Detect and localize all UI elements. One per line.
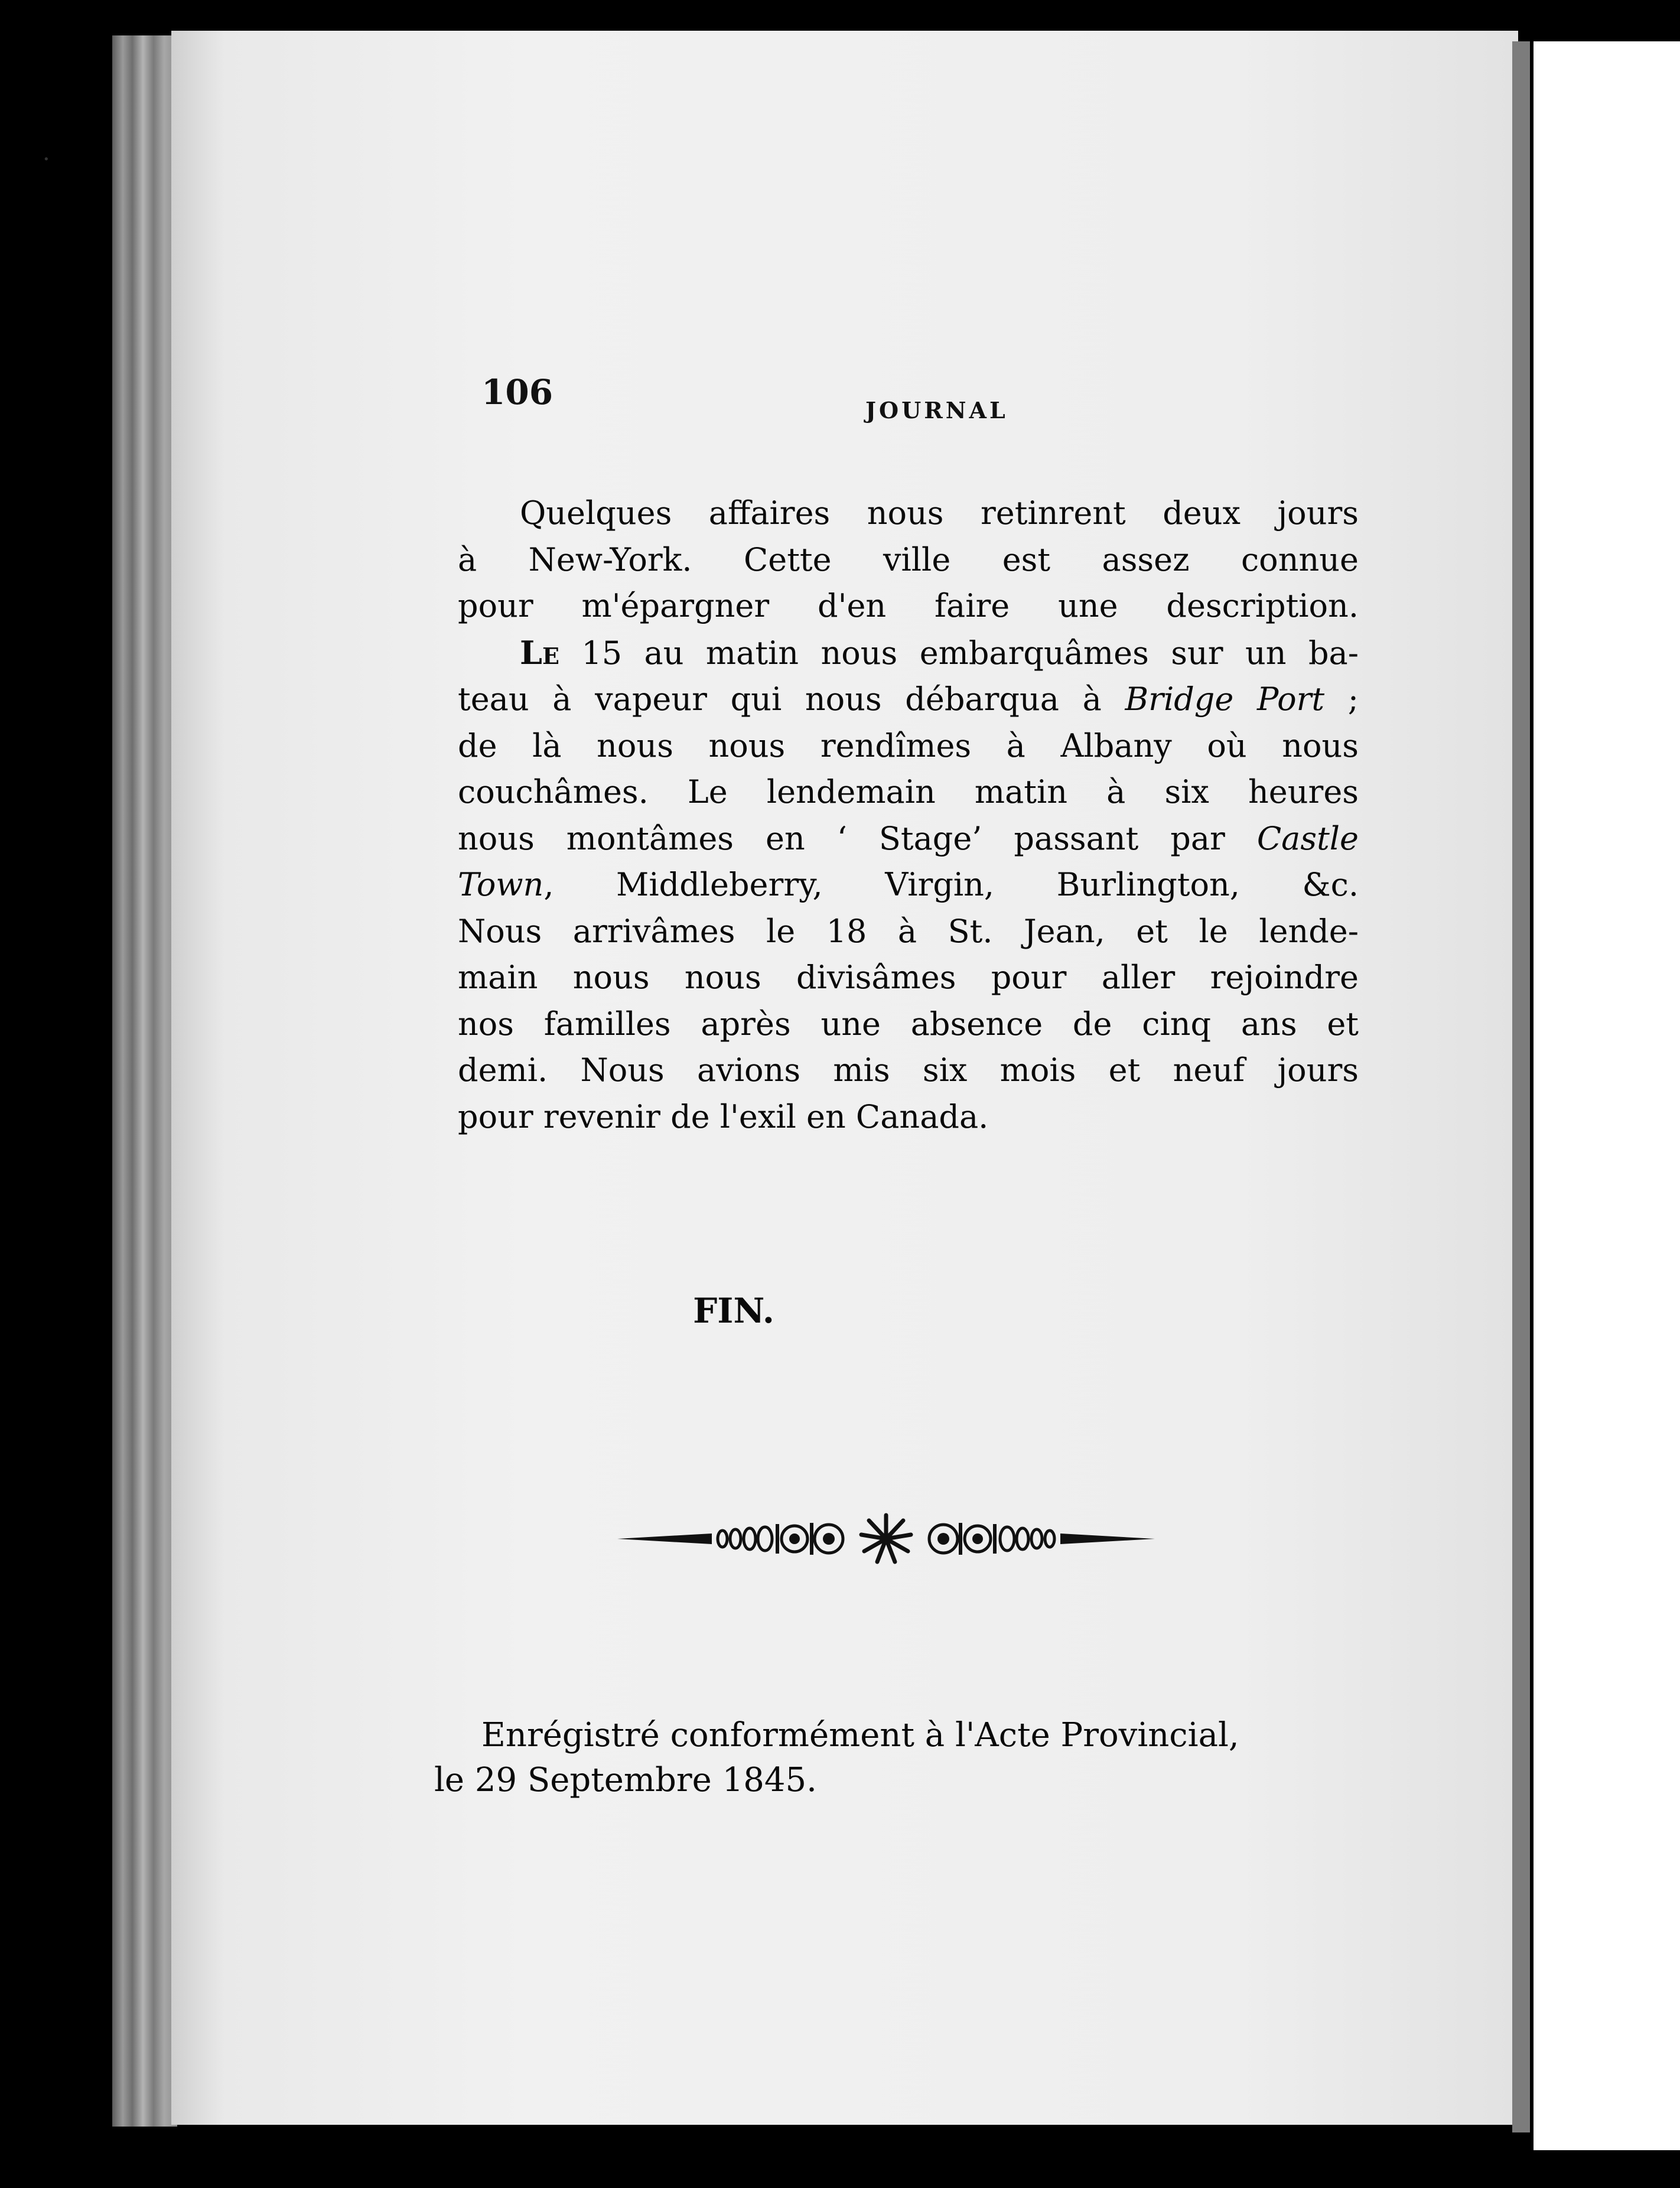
text-line-4 bbox=[458, 630, 1359, 677]
page-edge-stack bbox=[112, 35, 177, 2127]
text-line-7: couchâmes. Le lendemain matin à six heures bbox=[458, 773, 1359, 810]
registration-line-1: Enrégistré conformément à l'Acte Provincial, bbox=[481, 1716, 1239, 1754]
body-text bbox=[458, 490, 1359, 1140]
running-head: JOURNAL bbox=[865, 397, 1008, 424]
text-line-13: demi. Nous avions mis six mois et neuf jours bbox=[458, 1051, 1359, 1089]
page-number: 106 bbox=[481, 372, 554, 412]
ornament-divider bbox=[617, 1512, 1155, 1565]
facing-page bbox=[1534, 41, 1680, 2150]
text-line-9-rest: , Middleberry, Virgin, Burlington, &c. bbox=[543, 866, 1359, 903]
text-line-5-start: teau à vapeur qui nous débarqua à bbox=[458, 681, 1102, 718]
text-line-5 bbox=[458, 676, 1359, 723]
text-line-14: pour revenir de l'exil en Canada. bbox=[458, 1098, 989, 1135]
text-line-3: pour m'épargner d'en faire une description. bbox=[458, 587, 1359, 624]
place-bridge-port: Bridge Port bbox=[1125, 681, 1325, 718]
text-line-10: Nous arrivâmes le 18 à St. Jean, et le lende- bbox=[458, 912, 1359, 950]
text-line-9 bbox=[458, 862, 1359, 909]
place-castle: Castle bbox=[1256, 819, 1359, 857]
text-line-5-end: ; bbox=[1324, 681, 1359, 718]
text-line-1: Quelques affaires nous retinrent deux jours bbox=[520, 494, 1359, 532]
text-line-12: nos familles après une absence de cinq ans et bbox=[458, 1005, 1359, 1043]
text-line-2: à New-York. Cette ville est assez connue bbox=[458, 541, 1359, 578]
scan-speck: · bbox=[43, 146, 50, 173]
text-line-11: main nous nous divisâmes pour aller rejoindre bbox=[458, 959, 1359, 996]
text-line-6: de là nous nous rendîmes à Albany où nous bbox=[458, 727, 1359, 764]
registration-line-2: le 29 Septembre 1845. bbox=[434, 1761, 817, 1799]
text-line-8 bbox=[458, 816, 1359, 862]
registration-notice bbox=[434, 1713, 1320, 1803]
text-line-8-start: nous montâmes en ‘ Stage’ passant par bbox=[458, 819, 1225, 857]
paragraph-lead-word: Le bbox=[520, 633, 559, 672]
binding-gutter bbox=[1512, 41, 1530, 2132]
fin-heading: FIN. bbox=[693, 1291, 774, 1331]
text-line-4-rest: 15 au matin nous embarquâmes sur un ba- bbox=[581, 634, 1359, 672]
place-town: Town bbox=[458, 866, 544, 903]
